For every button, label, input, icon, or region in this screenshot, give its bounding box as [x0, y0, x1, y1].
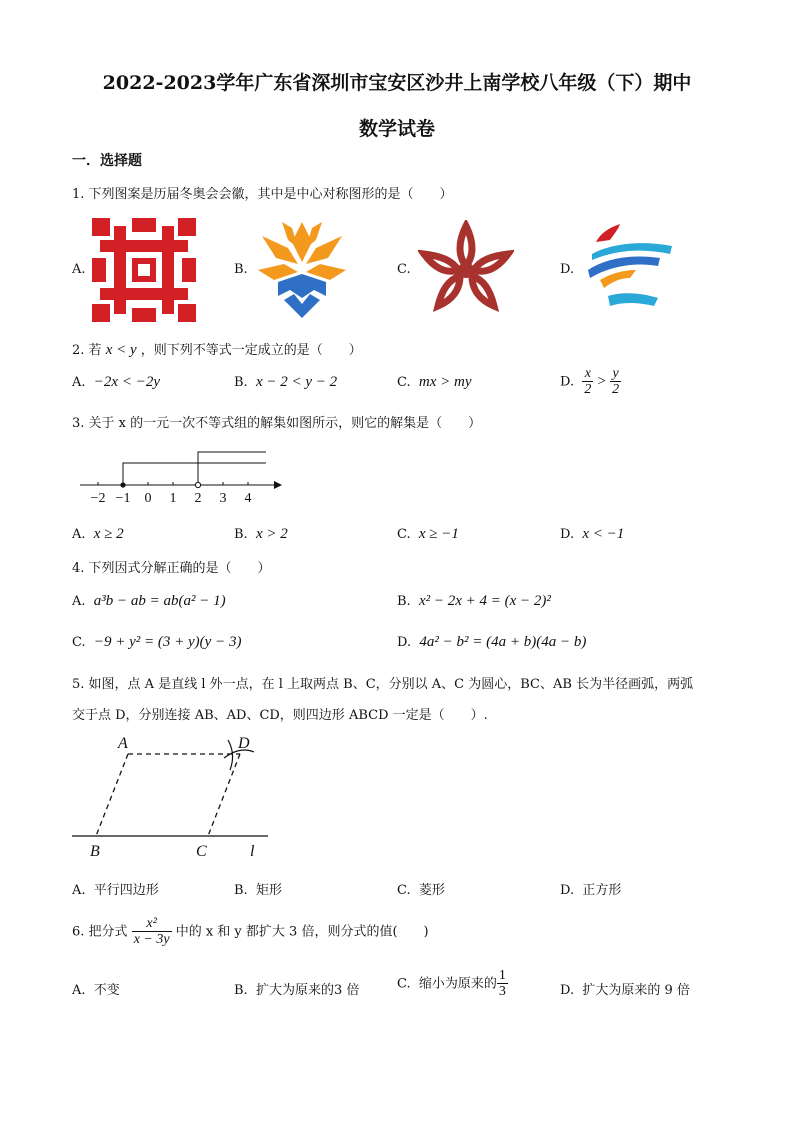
page-subtitle: 数学试卷	[358, 118, 435, 140]
q6-option-d: D. 扩大为原来的 9 倍	[560, 983, 690, 998]
q4-option-c: C. −9 + y² = (3 + y)(y − 3)	[72, 634, 242, 650]
question-1-text: 1. 下列图案是历届冬奥会会徽，其中是中心对称图形的是（ ）	[72, 187, 453, 202]
q3-option-b: B. x > 2	[234, 526, 288, 542]
q2-suffix: ，则下列不等式一定成立的是（ ）	[140, 343, 362, 358]
q1-label-b: B.	[234, 262, 248, 277]
tick-label: −1	[115, 491, 131, 506]
point-label-c: C	[196, 843, 207, 860]
tick-label: 1	[169, 491, 177, 506]
emblem-a-icon	[92, 218, 196, 322]
tick-label: 2	[194, 491, 202, 506]
q5-option-c: C. 菱形	[397, 883, 445, 898]
q5-option-a: A. 平行四边形	[72, 883, 159, 898]
q4-option-d: D. 4a² − b² = (4a + b)(4a − b)	[397, 634, 587, 650]
page-title: 2022-2023学年广东省深圳市宝安区沙井上南学校八年级（下）期中	[102, 72, 692, 94]
question-3-text: 3. 关于 x 的一元一次不等式组的解集如图所示，则它的解集是（ ）	[72, 416, 482, 431]
tick-label: 0	[144, 491, 152, 506]
q2-option-c: C. mx > my	[397, 374, 472, 390]
line-label-l: l	[250, 843, 255, 860]
q2-condition: x < y	[105, 342, 137, 358]
q6-prefix: 6. 把分式	[72, 924, 128, 940]
q3-option-a: A. x ≥ 2	[72, 526, 124, 542]
question-4-text: 4. 下列因式分解正确的是（ ）	[72, 561, 271, 576]
emblem-c-icon	[418, 220, 514, 314]
emblem-b-icon	[254, 218, 350, 322]
q6-fraction-numerator: x²	[132, 916, 172, 932]
tick-label: 4	[244, 491, 252, 506]
q6-option-b: B. 扩大为原来的3 倍	[234, 983, 360, 998]
point-label-b: B	[90, 843, 100, 860]
point-label-a: A	[118, 735, 128, 752]
q2-option-d: D. $\frac{x}{2}$ > $\frac{y}{2}$	[560, 366, 620, 398]
parallelogram-diagram	[70, 732, 280, 862]
q2-option-a: A. −2x < −2y	[72, 374, 160, 390]
question-2-text	[72, 339, 362, 359]
q6-suffix: 中的 x 和 y 都扩大 3 倍，则分式的值( )	[175, 924, 429, 940]
q3-option-d: D. x < −1	[560, 526, 625, 542]
q1-label-c: C.	[397, 262, 411, 277]
emblem-d-icon	[580, 216, 684, 316]
q6-option-c: C. 缩小为原来的 $\frac{1}{3}$	[397, 968, 506, 1000]
q5-option-b: B. 矩形	[234, 883, 282, 898]
q2-option-b: B. x − 2 < y − 2	[234, 374, 338, 390]
number-line-diagram	[76, 445, 286, 510]
q4-option-a: A. a³b − ab = ab(a² − 1)	[72, 593, 226, 609]
q2-prefix: 2. 若	[72, 343, 102, 358]
q1-label-a: A.	[72, 262, 86, 277]
q1-label-d: D.	[560, 262, 575, 277]
tick-label: −2	[90, 491, 106, 506]
question-6-text	[72, 916, 429, 948]
q5-option-d: D. 正方形	[560, 883, 622, 898]
q3-option-c: C. x ≥ −1	[397, 526, 459, 542]
tick-label: 3	[219, 491, 227, 506]
q4-option-b: B. x² − 2x + 4 = (x − 2)²	[397, 593, 551, 609]
section-heading: 一．选择题	[72, 153, 142, 169]
point-label-d: D	[238, 735, 250, 752]
q6-option-a: A. 不变	[72, 983, 120, 998]
q6-fraction-denominator: x − 3y	[133, 932, 170, 948]
question-5-line-1: 5. 如图，点 A 是直线 l 外一点，在 l 上取两点 B、C，分别以 A、C 为圆心，BC、AB 长为半径画弧，两弧	[72, 677, 694, 692]
question-5-line-2: 交于点 D，分别连接 AB、AD、CD，则四边形 ABCD 一定是（ ）.	[72, 708, 488, 723]
